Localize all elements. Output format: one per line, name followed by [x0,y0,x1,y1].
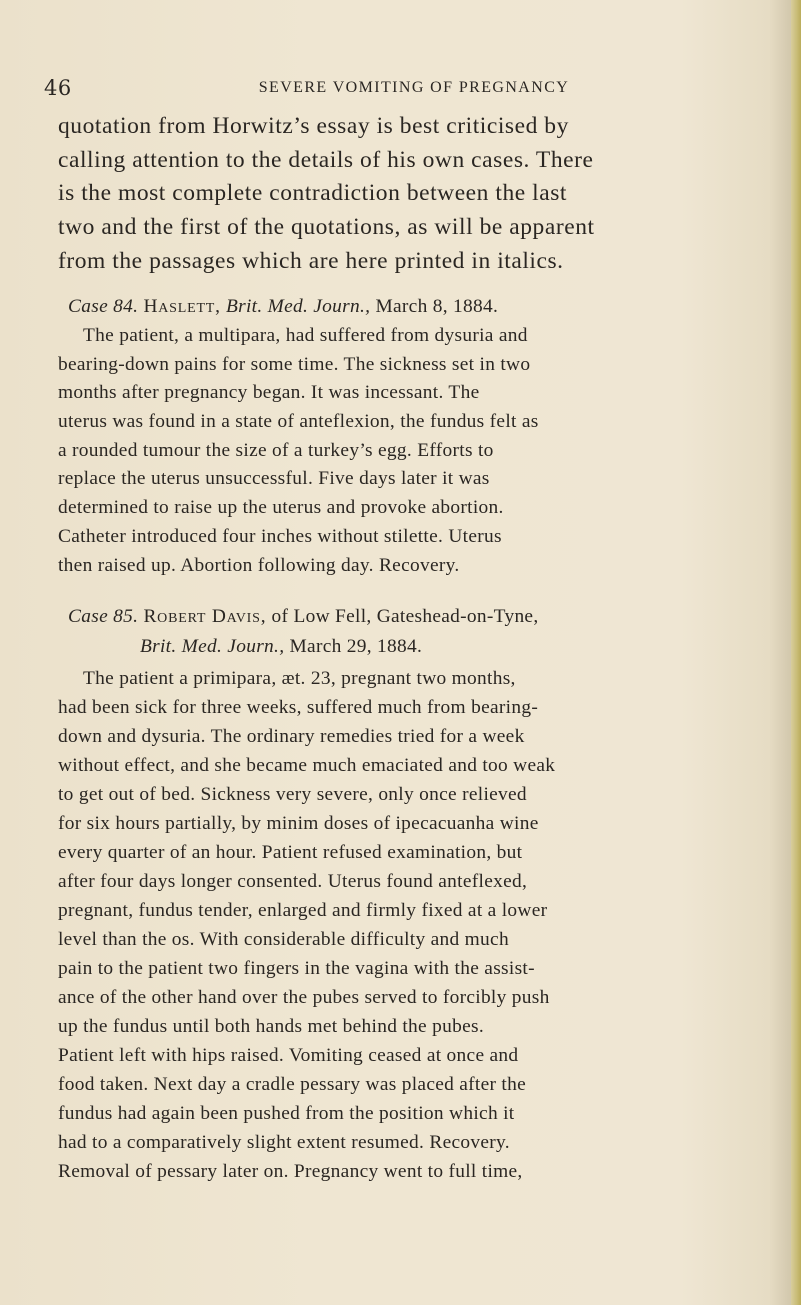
case-85-line: food taken. Next day a cradle pessary was placed after the [58,1074,527,1095]
case-84-line: The patient, a multipara, had suffered from dysuria and [83,325,528,346]
case-label: Case 85. [68,606,139,627]
case-84-heading [68,296,498,318]
case-85-line: The patient a primipara, æt. 23, pregnant two months, [83,668,516,689]
case-85-line: had to a comparatively slight extent resumed. Recovery. [58,1132,510,1153]
intro-line: is the most complete contradiction between the last [58,180,568,206]
case-label: Case 84. [68,296,139,317]
intro-line: two and the first of the quotations, as will be apparent [58,214,595,240]
case-date: March 8, 1884. [375,296,499,317]
case-85-citation [140,636,422,658]
case-author: Robert Davis, [143,606,267,627]
case-journal: Brit. Med. Journ., [140,636,285,657]
intro-line: from the passages which are here printed in italics. [58,248,564,274]
case-85-line: level than the os. With considerable difficulty and much [58,929,509,950]
case-84-line: bearing-down pains for some time. The sickness set in two [58,354,531,375]
case-84-line: then raised up. Abortion following day. Recovery. [58,555,460,576]
case-85-line: Removal of pessary later on. Pregnancy went to full time, [58,1161,523,1182]
intro-line: quotation from Horwitz’s essay is best criticised by [58,113,569,139]
case-84-line: a rounded tumour the size of a turkey’s egg. Efforts to [58,440,494,461]
page-edge [791,0,801,1305]
page-header [44,76,784,108]
case-85-line: pain to the patient two fingers in the vagina with the assist- [58,958,535,979]
case-85-line: after four days longer consented. Uterus found anteflexed, [58,871,528,892]
case-85-line: every quarter of an hour. Patient refused examination, but [58,842,523,863]
case-85-line: fundus had again been pushed from the position which it [58,1103,515,1124]
case-85-line: had been sick for three weeks, suffered much from bearing- [58,697,539,718]
case-84-line: uterus was found in a state of anteflexion, the fundus felt as [58,411,539,432]
case-location: of Low Fell, Gateshead-on-Tyne, [271,606,539,627]
running-title: SEVERE VOMITING OF PREGNANCY [258,79,570,96]
case-date: March 29, 1884. [289,636,423,657]
intro-line: calling attention to the details of his own cases. There [58,147,594,173]
case-84-line: months after pregnancy began. It was incessant. The [58,382,480,403]
case-journal: Brit. Med. Journ., [225,296,371,317]
case-85-line: Patient left with hips raised. Vomiting ceased at once and [58,1045,519,1066]
case-85-line: up the fundus until both hands met behind the pubes. [58,1016,484,1037]
case-85-line: pregnant, fundus tender, enlarged and firmly fixed at a lower [58,900,548,921]
case-85-line: for six hours partially, by minim doses of ipecacuanha wine [58,813,539,834]
case-85-line: down and dysuria. The ordinary remedies tried for a week [58,726,525,747]
case-84-line: replace the uterus unsuccessful. Five days later it was [58,468,490,489]
case-85-line: to get out of bed. Sickness very severe, only once relieved [58,784,527,805]
page-number: 46 [44,76,72,100]
case-85-heading [68,606,539,628]
case-85-line: without effect, and she became much emaciated and too weak [58,755,556,776]
case-84-line: Catheter introduced four inches without stilette. Uterus [58,526,502,547]
case-author: Haslett, [143,296,221,317]
case-85-line: ance of the other hand over the pubes served to forcibly push [58,987,550,1008]
case-84-line: determined to raise up the uterus and provoke abortion. [58,497,504,518]
